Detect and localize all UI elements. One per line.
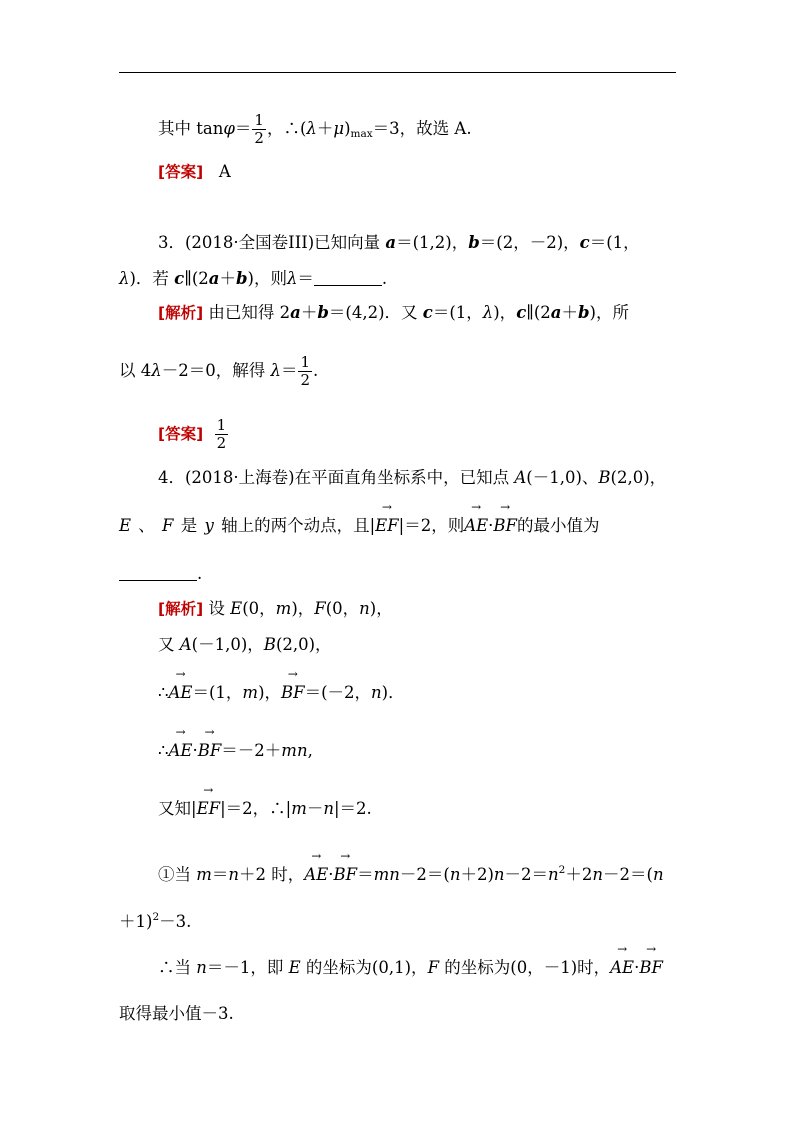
fraction-half bbox=[298, 354, 312, 389]
text: ) bbox=[344, 119, 351, 138]
vec-a: a bbox=[208, 269, 220, 288]
question-4-line-3 bbox=[119, 564, 202, 584]
fraction-half bbox=[215, 417, 229, 452]
text: ＝(1， bbox=[432, 303, 483, 322]
text: |＝2，∴| bbox=[220, 799, 292, 818]
text: ＋1) bbox=[119, 912, 153, 931]
text: ＝ bbox=[297, 269, 314, 288]
vector-AE: → AE bbox=[169, 741, 193, 761]
vec-c: c bbox=[422, 303, 433, 322]
var-m: m bbox=[291, 799, 307, 818]
text: ∴ bbox=[158, 741, 169, 760]
text: ＝ bbox=[234, 119, 252, 138]
text: ＋2 bbox=[565, 865, 593, 884]
var-n: n bbox=[652, 865, 664, 884]
numerator: 1 bbox=[216, 416, 227, 434]
var-mn: mn bbox=[373, 865, 400, 884]
header-rule bbox=[119, 72, 676, 73]
vec-a: a bbox=[385, 233, 397, 252]
solution-4-line-6 bbox=[158, 860, 664, 885]
var-m: m bbox=[196, 865, 212, 884]
text: ＝3，故选 A. bbox=[372, 119, 472, 138]
point-B: B bbox=[263, 635, 276, 654]
text: · bbox=[634, 958, 640, 977]
text: ＋2 时， bbox=[239, 865, 305, 884]
var-lambda: λ bbox=[286, 269, 298, 288]
text: ＝(2，－2)， bbox=[479, 233, 580, 252]
text: － bbox=[306, 799, 324, 818]
text: · bbox=[192, 741, 198, 760]
var-n: n bbox=[592, 865, 603, 884]
answer-value: A bbox=[218, 162, 231, 181]
point-E: E bbox=[288, 958, 301, 977]
var-mu: μ bbox=[333, 119, 345, 138]
text: ＝ bbox=[211, 865, 229, 884]
text: ＝(1， bbox=[192, 683, 243, 702]
answer-1 bbox=[158, 162, 231, 182]
var-n: n bbox=[371, 683, 382, 702]
text: )， bbox=[258, 683, 281, 702]
text: ＝ bbox=[357, 865, 374, 884]
vector-BF: → BF bbox=[281, 683, 305, 703]
vector-BF: → BF bbox=[493, 516, 517, 536]
question-3-line-1 bbox=[158, 233, 640, 253]
denominator: 2 bbox=[300, 371, 310, 389]
vec-a: a bbox=[290, 303, 301, 322]
text: )．若 bbox=[129, 269, 175, 288]
text: 是 bbox=[173, 516, 205, 535]
text: 以 4 bbox=[119, 361, 152, 380]
var-phi: φ bbox=[223, 119, 235, 138]
text: ＝(1,2)， bbox=[396, 233, 469, 252]
text: 的最小值为 bbox=[517, 516, 600, 535]
text: ∴ bbox=[158, 683, 169, 702]
var-m: m bbox=[275, 599, 292, 618]
point-F: F bbox=[314, 599, 326, 618]
numerator: 1 bbox=[300, 353, 310, 371]
text: 又 bbox=[158, 635, 180, 654]
vector-AE: → AE bbox=[304, 865, 328, 885]
point-F: F bbox=[427, 958, 440, 977]
text: )，则 bbox=[247, 269, 287, 288]
line-tan-phi bbox=[158, 112, 472, 147]
point-E: E bbox=[230, 599, 243, 618]
var-n: n bbox=[548, 865, 559, 884]
text: －2＝0，解得 bbox=[161, 361, 271, 380]
vector-BF: → BF bbox=[639, 958, 663, 978]
solution-4-line-3 bbox=[158, 683, 405, 703]
text: ＝(1， bbox=[589, 233, 640, 252]
text: ＝－1，即 bbox=[206, 958, 289, 977]
text: (0， bbox=[325, 599, 360, 618]
text: · bbox=[328, 865, 334, 884]
text: ＝－2＋ bbox=[221, 741, 282, 760]
solution-4-line-5 bbox=[158, 799, 372, 819]
text: ＋ bbox=[561, 303, 578, 322]
var-lambda: λ bbox=[151, 361, 162, 380]
var-lambda: λ bbox=[270, 361, 281, 380]
text: (－1,0)， bbox=[191, 635, 264, 654]
text: )，所 bbox=[589, 303, 629, 322]
text: (－1,0)、 bbox=[526, 468, 599, 487]
text: －3. bbox=[159, 912, 192, 931]
text: ＋ bbox=[300, 303, 318, 322]
text: 设 bbox=[203, 599, 231, 618]
text: )， bbox=[291, 599, 315, 618]
text: . bbox=[197, 564, 203, 583]
answer-tag: [答案] bbox=[158, 163, 204, 181]
superscript: 2 bbox=[152, 911, 160, 923]
vec-b: b bbox=[468, 233, 480, 252]
text: 又知| bbox=[158, 799, 197, 818]
text: . bbox=[381, 269, 388, 288]
vec-b: b bbox=[578, 303, 590, 322]
point-F: F bbox=[162, 516, 174, 535]
text: 轴上的两个动点，且| bbox=[213, 516, 376, 535]
text: －2＝( bbox=[603, 865, 653, 884]
superscript: 2 bbox=[558, 864, 566, 876]
vector-AE: → AE bbox=[464, 516, 488, 536]
text: |＝2，则 bbox=[398, 516, 465, 535]
var-n: n bbox=[228, 865, 240, 884]
var-n: n bbox=[493, 865, 505, 884]
vector-AE: → AE bbox=[610, 958, 634, 978]
var-y: y bbox=[204, 516, 214, 535]
var-m: m bbox=[242, 683, 259, 702]
text: 其中 tan bbox=[158, 119, 224, 138]
vector-EF: → EF bbox=[197, 799, 221, 819]
point-A: A bbox=[514, 468, 527, 487]
vector-AE: → AE bbox=[169, 683, 193, 703]
text: 、 bbox=[131, 516, 155, 535]
point-B: B bbox=[598, 468, 611, 487]
solution-3-line-1 bbox=[158, 303, 629, 323]
text: －2＝ bbox=[504, 865, 549, 884]
var-n: n bbox=[359, 599, 370, 618]
var-lambda: λ bbox=[306, 119, 317, 138]
subscript-max: max bbox=[350, 128, 373, 140]
text: －2＝( bbox=[399, 865, 450, 884]
text: 的坐标为(0,1)， bbox=[300, 958, 428, 977]
text: (0， bbox=[242, 599, 276, 618]
numerator: 1 bbox=[254, 111, 264, 129]
text: 的坐标为(0，－1)时， bbox=[439, 958, 611, 977]
text: 取得最小值－3. bbox=[119, 1004, 234, 1023]
vector-EF: → EF bbox=[375, 516, 399, 536]
var-mn: mn bbox=[281, 741, 308, 760]
text: ＝(－2， bbox=[304, 683, 372, 702]
text: 由已知得 2 bbox=[203, 303, 291, 322]
text: ∥(2 bbox=[184, 269, 209, 288]
text: )． bbox=[381, 683, 405, 702]
question-4-line-2 bbox=[119, 516, 600, 536]
text: · bbox=[488, 516, 494, 535]
solution-4-line-4 bbox=[158, 741, 313, 761]
text: 3．(2018·全国卷III)已知向量 bbox=[158, 233, 386, 252]
vec-b: b bbox=[235, 269, 248, 288]
vec-c: c bbox=[174, 269, 185, 288]
solution-4-line-9 bbox=[119, 1004, 234, 1024]
vec-b: b bbox=[317, 303, 329, 322]
text: , bbox=[307, 741, 313, 760]
text: ∥(2 bbox=[526, 303, 551, 322]
denominator: 2 bbox=[254, 129, 264, 147]
text: ＋ bbox=[316, 119, 334, 138]
text: ，∴( bbox=[266, 119, 307, 138]
text: (2,0)， bbox=[275, 635, 332, 654]
text: ＝(4,2)．又 bbox=[328, 303, 423, 322]
text: |＝2. bbox=[333, 799, 372, 818]
text: 4．(2018·上海卷)在平面直角坐标系中，已知点 bbox=[158, 468, 515, 487]
point-E: E bbox=[119, 516, 132, 535]
question-4-line-1 bbox=[158, 468, 666, 488]
answer-blank bbox=[119, 566, 197, 581]
fraction-half bbox=[252, 112, 266, 147]
text: )， bbox=[369, 599, 393, 618]
denominator: 2 bbox=[216, 434, 227, 452]
text: ＋2) bbox=[460, 865, 494, 884]
var-lambda: λ bbox=[119, 269, 130, 288]
question-3-line-2 bbox=[119, 269, 387, 289]
var-n: n bbox=[323, 799, 334, 818]
solution-4-line-8 bbox=[158, 958, 663, 978]
solution-4-line-1 bbox=[158, 599, 393, 619]
answer-3 bbox=[158, 417, 229, 452]
vector-BF: → BF bbox=[334, 865, 358, 885]
solution-tag: [解析] bbox=[158, 600, 204, 618]
text: (2,0)， bbox=[610, 468, 667, 487]
solution-4-line-2 bbox=[158, 635, 332, 655]
text: . bbox=[312, 361, 319, 380]
text: ＋ bbox=[219, 269, 236, 288]
vec-c: c bbox=[516, 303, 527, 322]
var-lambda: λ bbox=[482, 303, 494, 322]
vec-c: c bbox=[579, 233, 590, 252]
var-n: n bbox=[449, 865, 461, 884]
vector-BF: → BF bbox=[198, 741, 222, 761]
answer-blank bbox=[314, 271, 382, 286]
vec-a: a bbox=[550, 303, 562, 322]
text: ①当 bbox=[158, 865, 197, 884]
point-A: A bbox=[179, 635, 192, 654]
text: )， bbox=[493, 303, 517, 322]
solution-4-line-7 bbox=[119, 907, 191, 932]
text: ∴当 bbox=[158, 958, 197, 977]
answer-tag: [答案] bbox=[158, 425, 204, 443]
solution-3-line-2 bbox=[119, 354, 318, 389]
var-n: n bbox=[196, 958, 207, 977]
text: ＝ bbox=[280, 361, 298, 380]
solution-tag: [解析] bbox=[158, 304, 204, 322]
